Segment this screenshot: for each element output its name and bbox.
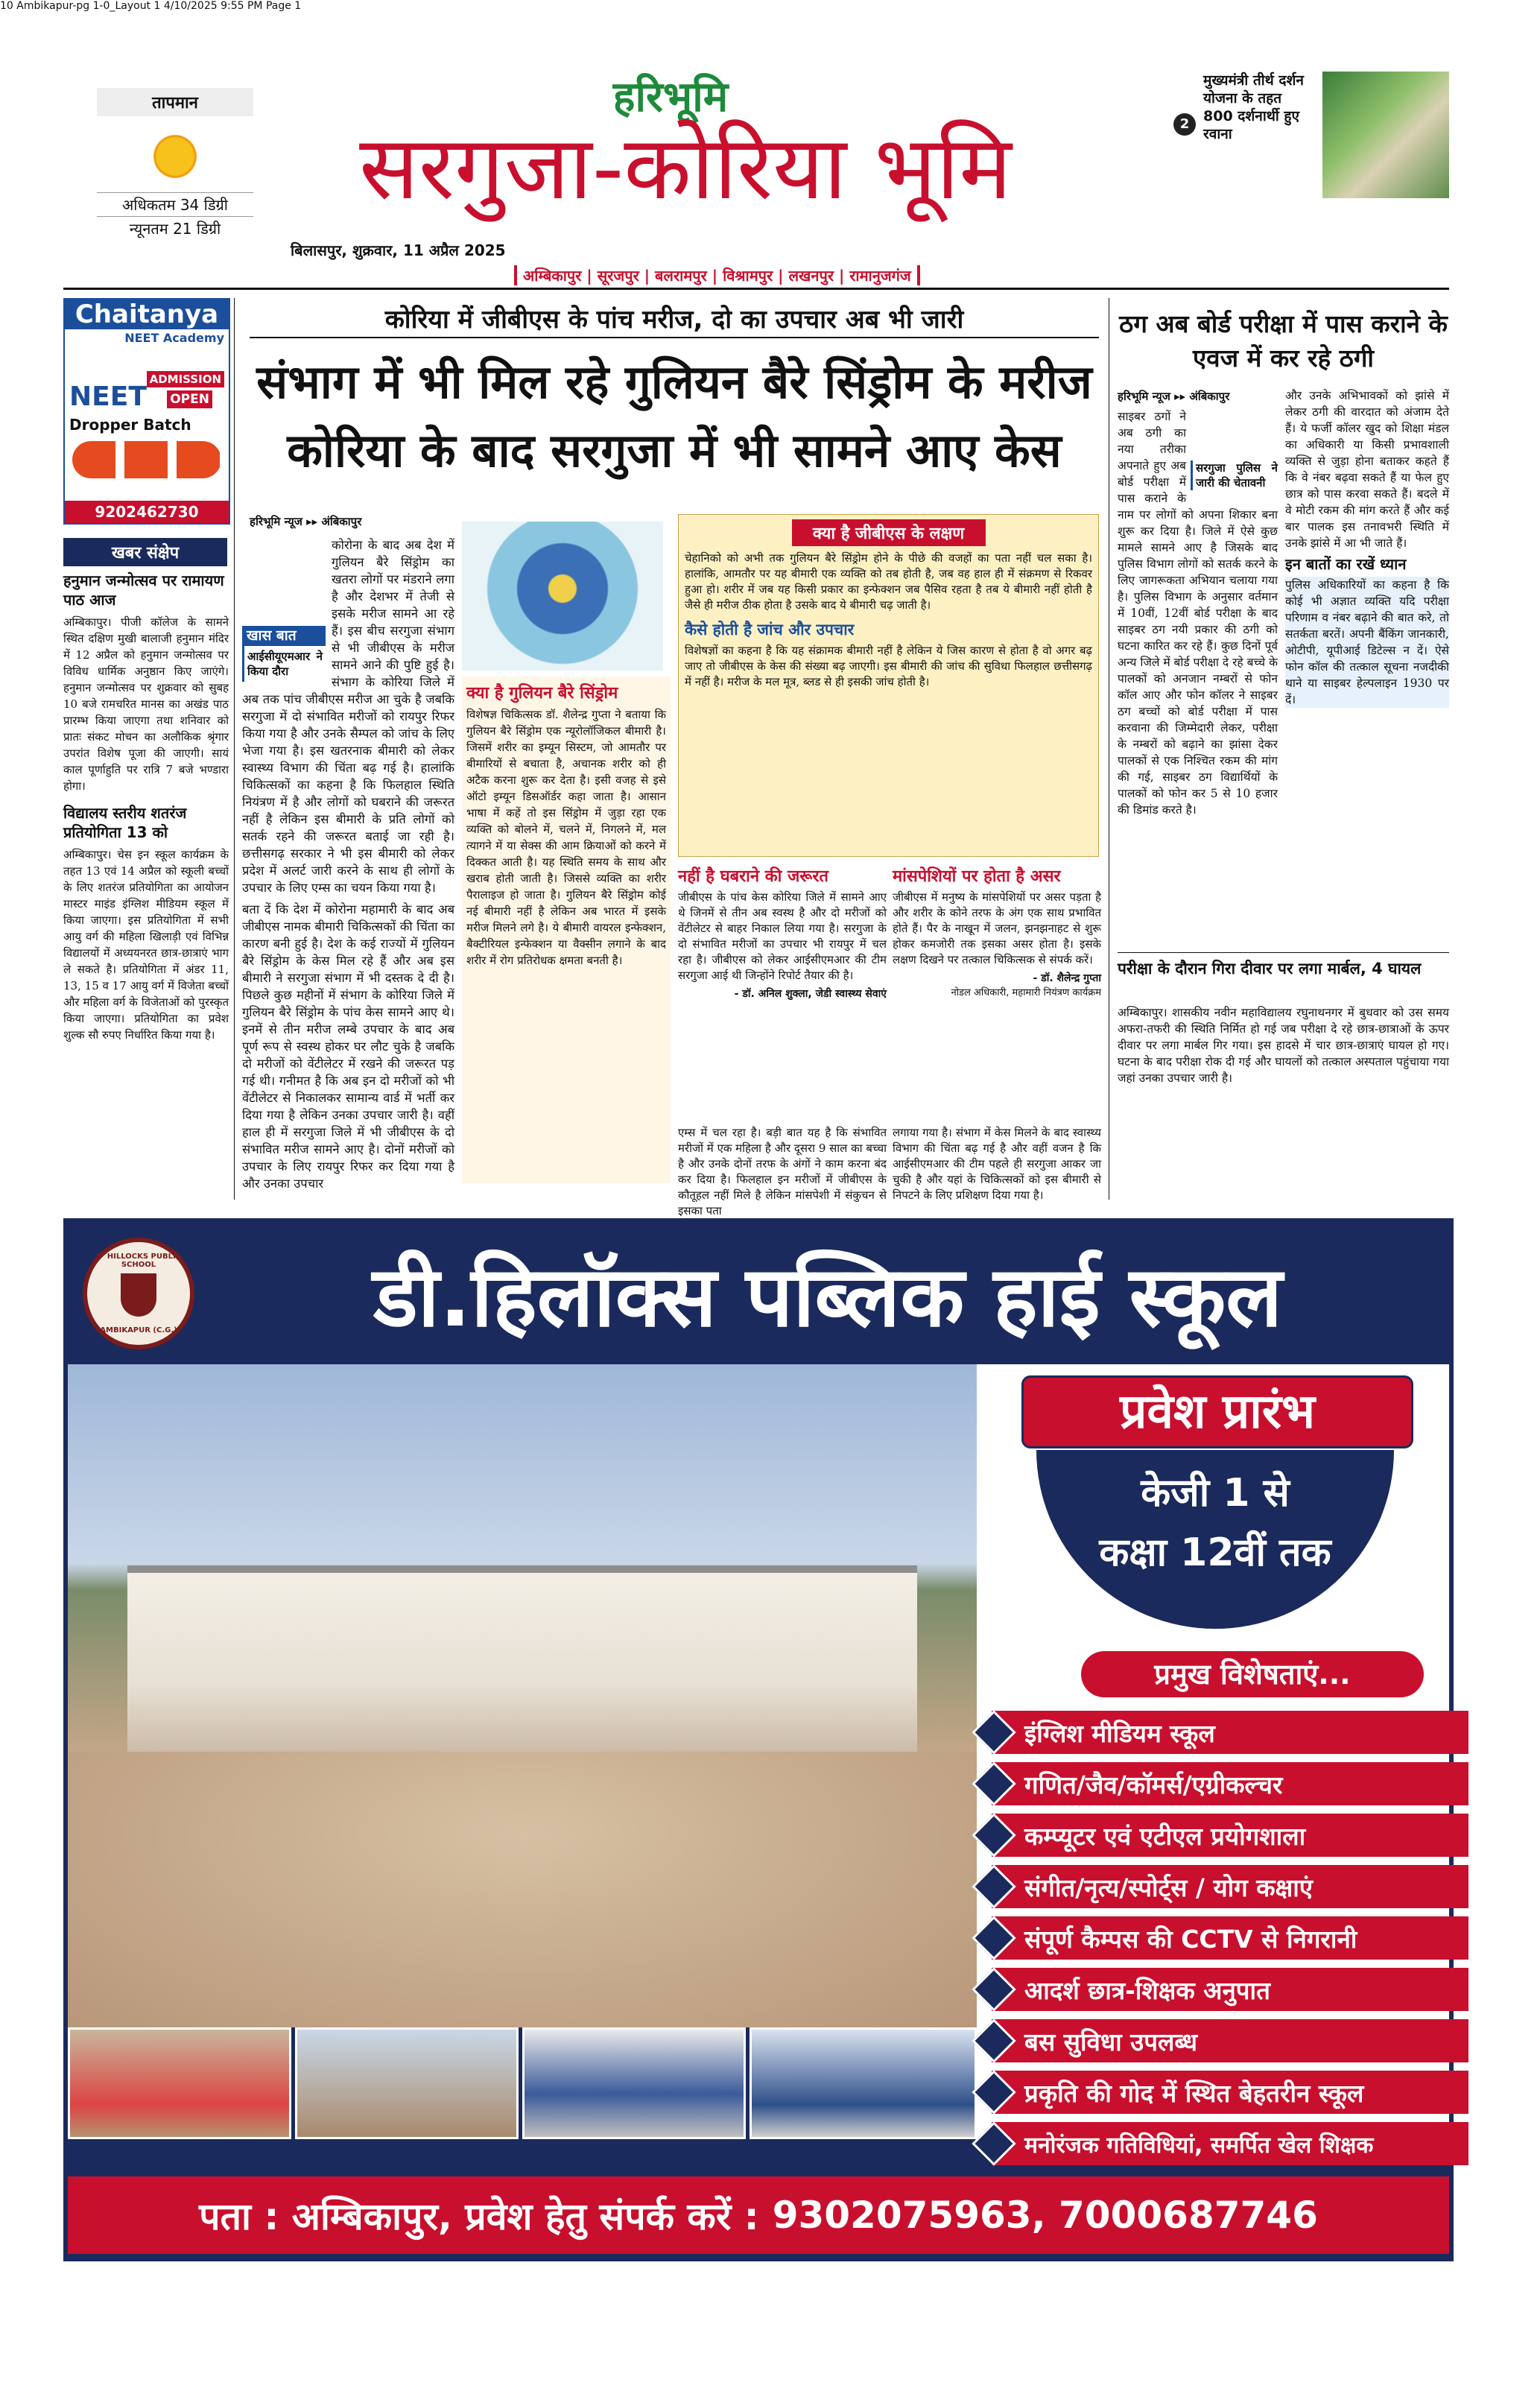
pravesh-banner: प्रवेश प्रारंभ <box>1021 1375 1413 1448</box>
gbs-test-title: कैसे होती है जांच और उपचार <box>685 621 855 639</box>
chaitanya-batch: Dropper Batch <box>69 416 191 434</box>
kicker-rule <box>250 337 1099 338</box>
city-list: अम्बिकापुर | सूरजपुर | बलरामपुर | विश्रामपुर | लखनपुर | रामानुजगंज <box>514 265 920 285</box>
school-name: डी.हिलॉक्स पब्लिक हाई स्कूल <box>373 1249 1283 1346</box>
gbs-sidebar <box>462 677 671 1183</box>
thag-col1-text: साइबर ठगों ने अब ठगी का नया तरीका अपनाते हुए अब बोर्ड परीक्षा में पास कराने के नाम पर लोगों को अपना शिकार बना शुरू कर दिया है। जिले में ऐसे कुछ मामले सामने आए है जिसके बाद पुलिस विभाग लोगों को सतर्क करने के लिए जागरूकता अभियान चलाया गया है। पुलिस विभाग के अनुसार वर्तमान में 10वीं, 12वीं बोर्ड परीक्षा के बाद साइबर ठग नयी प्रकार की ठगी को घटना कारित कर रहे हैं। कुछ दिनों पूर्व अन्य जिले में बोर्ड परीक्षा दे रहे बच्चे के पालकों को अनजान नम्बरों से फोन कॉल आए और फोन कॉलर ने साइबर ठग बच्चों को बोर्ड परीक्षा में पास करवाना की जिम्मेदारी लेकर, परीक्षा के नम्बरों को बढ़ाने का झांसा देकर पालकों से एक निश्चित रकम की मांग की गई, साइबर ठग विद्यार्थियों के पालकों को फोन कर 5 से 10 हजार की डिमांड करते है। <box>1118 410 1278 817</box>
lower-col1: एम्स में चल रहा है। बड़ी बात यह है कि संभावित मरीजों में एक महिला है और दूसरा 9 साल का बच्चा है और उनके दोनों तरफ के अंगों ने काम करना बंद कर दिया है। फिलहाल इन मरीजों में जीबीएस के कौतूहल नहीं मिले है लेकिन मांसपेशी में संकुचन से इसका पता <box>678 1126 887 1217</box>
no-panic-sign: - डॉ. अनिल शुक्ला, जेडी स्वास्थ्य सेवाएं <box>734 988 887 1000</box>
neuron-illustration <box>462 522 663 671</box>
lead-col1 <box>242 536 454 1192</box>
lead-byline: हरिभूमि न्यूज ▸▸ अंबिकापुर <box>250 515 362 528</box>
brief-headline-1: हनुमान जन्मोत्सव पर रामायण पाठ आज <box>63 571 224 609</box>
brief-body-1: अम्बिकापुर। पीजी कॉलेज के सामने स्थित दक्षिण मुखी बालाजी हनुमान मंदिर में 12 अप्रैल को हनुमान जन्मोत्सव पर विविध धार्मिक अनुष्ठान किए जाएंगे। हनुमान जन्मोत्सव पर शुक्रवार को सुबह 10 बजे रामचरित मानस का अखंड पाठ प्रारम्भ किया जाएगा तथा शनिवार को प्रातः संकट मोचन का अलौकिक श्रृंगार उपरांत विशेष पूजा की जाएगी। सायं काल पूर्णाहुति पर रात्रि 7 बजे भण्डारा होगा। <box>63 615 229 793</box>
feature-4-text: संगीत/नृत्य/स्पोर्ट्स / योग कक्षाएं <box>1024 1872 1314 1902</box>
khas-baat-label: खास बात <box>242 626 326 646</box>
crest-icon <box>121 1273 156 1317</box>
weather-label: तापमान <box>97 88 253 116</box>
thag-col2 <box>1285 387 1449 946</box>
muscle-box <box>893 864 1101 1118</box>
feature-6 <box>992 1968 1468 2011</box>
campus-building <box>127 1565 917 1759</box>
sun-icon <box>145 127 205 186</box>
thumb-photo-2 <box>295 2027 519 2139</box>
muscle-sign2: नोडल अधिकारी, महामारी नियंत्रण कार्यक्रम <box>951 987 1101 998</box>
contact-phones[interactable]: 9302075963, 7000687746 <box>772 2194 1318 2237</box>
masthead-rule <box>63 288 1449 290</box>
brief-headline-2: विद्यालय स्तरीय शतरंज प्रतियोगिता 13 को <box>63 804 187 841</box>
gbs-sidebar-title: क्या है गुलियन बैरे सिंड्रोम <box>466 684 618 703</box>
gbs-symptoms-box <box>678 514 1099 857</box>
class-line-1: केजी 1 से <box>1141 1471 1290 1516</box>
thag-tag <box>1191 460 1278 490</box>
masthead-title: सरगुजा-कोरिया भूमि <box>359 116 1012 219</box>
muscle-title: मांसपेशियों पर होता है असर <box>893 867 1061 886</box>
brand-name: हरिभूमि <box>612 73 729 121</box>
features-title: प्रमुख विशेषताएं... <box>1081 1651 1424 1697</box>
feature-8-text: प्रकृति की गोद में स्थित बेहतरीन स्कूल <box>1024 2078 1364 2108</box>
feature-7-text: बस सुविधा उपलब्ध <box>1024 2027 1198 2056</box>
weather-max: अधिकतम 34 डिग्री <box>97 192 253 216</box>
chaitanya-sub: NEET Academy <box>124 331 224 345</box>
no-panic-text: जीबीएस के पांच केस कोरिया जिले में सामने आए थे जिनमें से तीन अब स्वस्थ है और दो मरीजों को वेंटीलेटर से बाहर निकाल लिया गया है। सरगुजा के दो संभावित मरीजों का उपचार भी रायपुर में चल रहा है। जीबीएस को लेकर आईसीएमआर की टीम सरगुजा आई थी जिन्होंने रिपोर्ट तैयार की है। <box>678 890 887 982</box>
emblem-bottom-text: AMBIKAPUR (C.G.) <box>100 1326 177 1334</box>
school-emblem <box>83 1238 194 1349</box>
accident-rule <box>1118 952 1449 953</box>
gbs-test-text: विशेषज्ञों का कहना है कि यह संक्रामक बीमारी नहीं है लेकिन ये जिस कारण से होता है वो अगर बढ़ जाए तो जीबीएस के केस की संख्या बढ़ जाएगी। इस बीमारी की जांच की सुविधा फिलहाल छत्तीसगढ़ में नहीं है। मरीज के मल मूत्र, ब्लड से ही इसकी जांच होती है। <box>685 644 1092 688</box>
school-ad[interactable] <box>63 1218 1454 2261</box>
address-line: पता : अम्बिकापुर, प्रवेश हेतु संपर्क करें : <box>199 2195 759 2238</box>
khabar-sankshep <box>63 571 229 1043</box>
chaitanya-brand: Chaitanya <box>65 300 229 329</box>
feature-5 <box>992 1916 1468 1960</box>
accident-text: अम्बिकापुर। शासकीय नवीन महाविद्यालय रघुनाथनगर में बुधवार को उस समय अफरा-तफरी की स्थिति निर्मित हो गई जब परीक्षा दे रहे छात्र-छात्राओं के ऊपर दीवार पर लगा मार्बल गिर गया। इस हादसे में चार छात्र-छात्राएं घायल हो गए। घटना के बाद परीक्षा रोक दी गई और घायलों को तत्काल अस्पताल पहुंचाया गया जहां उनका उपचार जारी है। <box>1118 1006 1449 1085</box>
thumb-photo-4 <box>750 2027 977 2139</box>
lead-headline-2: कोरिया के बाद सरगुजा में भी सामने आए केस <box>287 423 1062 478</box>
lead-headline-1: संभाग में भी मिल रहे गुलियन बैरे सिंड्रोम के मरीज <box>256 355 1092 409</box>
lead-col1b-text: बता दें कि देश में कोरोना महामारी के बाद अब जीबीएस नामक बीमारी चिकित्सकों की चिंता का कारण बनी हुई है। देश के कई राज्यों में गुलियन बैरे सिंड्रोम के केस मिल रहे हैं और अब इस बीमारी ने सरगुजा संभाग में भी दस्तक दे दी है। पिछले कुछ महीनों में संभाग के कोरिया जिले में गुलियन बैरे सिंड्रोम के पांच केस सामने आए थे। इनमें से तीन मरीज लम्बे उपचार के बाद अब पूर्ण रूप से स्वस्थ होकर घर लौट चुके है जबकि दो मरीजों को वेंटीलेटर में रखने की जरूरत पड़ गई थी। गनीमत है कि अब इन दो मरीजों को भी वेंटीलेटर से निकालकर सामान्य वार्ड में भर्ती कर दिया गया है लेकिन उनका उपचार जारी है। वहीं हाल ही में सरगुजा जिले में भी जीबीएस के दो संभावित मरीज सामने आए है। दोनों मरीजों को उपचार के लिए रायपुर रिफर कर दिया गया है और उनका उपचार <box>242 902 454 1191</box>
thag-sub: इन बातों का रखें ध्यान <box>1285 555 1407 573</box>
lead-col1-text: कोरोना के बाद अब देश में गुलियन बैरे सिंड्रोम का खतरा लोगों पर मंडराने लगा है और देशभर में तेजी से इसके मरीज सामने आ रहे हैं। इस बीच सरगुजा संभाग से भी जीबीएस के मरीज सामने आने की पुष्टि हुई है। संभाग के कोरिया जिले में अब तक पांच जीबीएस मरीज आ चुके है जबकि सरगुजा में दो संभावित मरीजों को रायपुर रिफर किया गया है और उनके सैम्पल को जांच के लिए भेजा गया है। इस खतरनाक बीमारी को लेकर स्वास्थ्य विभाग की चिंता बढ़ गई है। हालांकि चिकित्सकों का कहना है कि फिलहाल स्थिति नियंत्रण में है और लोगों को घबराने की जरूरत नहीं है लेकिन इस बीमारी के प्रति लोगों को सतर्क रहने की जरूरत बताई जा रही है। छत्तीसगढ़ सरकार ने भी इस बीमारी को लेकर प्रदेश में अलर्ट जारी करने के साथ ही लोगों के उपचार के लिए एम्स का चयन किया गया है। <box>242 538 454 895</box>
no-panic-box <box>678 864 887 1118</box>
dateline: बिलासपुर, शुक्रवार, 11 अप्रैल 2025 <box>291 241 506 259</box>
feature-9 <box>992 2122 1468 2165</box>
khas-baat-point: आईसीयूएमआर ने किया दौरा <box>242 646 326 682</box>
chaitanya-admission: ADMISSION <box>147 371 224 387</box>
thag-col1 <box>1118 408 1278 945</box>
gbs-symptoms-title: क्या है जीबीएस के लक्षण <box>792 519 986 546</box>
feature-8 <box>992 2071 1468 2114</box>
teaser-photo <box>1322 72 1449 198</box>
chaitanya-phone[interactable]: 9202462730 <box>65 501 229 523</box>
class-line-2: कक्षा 12वीं तक <box>1099 1530 1331 1575</box>
teaser-number: 2 <box>1173 113 1196 136</box>
feature-3-text: कम्प्यूटर एवं एटीएल प्रयोगशाला <box>1024 1821 1306 1851</box>
contact-bar <box>68 2176 1449 2254</box>
teaser-box <box>1151 72 1449 206</box>
print-slug: 10 Ambikapur-pg 1-0_Layout 1 4/10/2025 9:55 PM Page 1 <box>0 0 302 12</box>
campus-ground <box>68 1752 977 2027</box>
thag-col2-text: और उनके अभिभावकों को झांसे में लेकर ठगी की वारदात को अंजाम देते हैं। ये फर्जी कॉलर खुद को शिक्षा मंडल का अधिकारी या किसी प्रभावशाली व्यक्ति से जुड़ा होना बताकर कहते हैं कि वे नंबर बढ़वा सकते हैं या फेल हुए छात्र को पास करवा सकते हैं। बदले में वे मोटी रकम की मांग करते हैं और कई बार पालक इस तनावभरी स्थिति में उनके झांसे में आ भी जाते हैं। <box>1285 389 1449 550</box>
feature-7 <box>992 2019 1468 2062</box>
no-panic-title: नहीं है घबराने की जरूरत <box>678 867 828 886</box>
feature-5-text: संपूर्ण कैम्पस की CCTV से निगरानी <box>1024 1924 1357 1954</box>
muscle-text: जीबीएस में मनुष्य के मांसपेशियों पर असर पड़ता है और शरीर के कोने तरफ के अंग एक साथ प्रभावित होते हैं। पैर के नाखून में जलन, झनझनाहट से शुरू होकर कमजोरी तक इसका असर होता है। इसके लक्षण दिखने पर तत्काल चिकित्सक से संपर्क करें। <box>893 890 1101 966</box>
feature-4 <box>992 1865 1468 1908</box>
muscle-sign: - डॉ. शैलेन्द्र गुप्ता <box>1033 972 1101 984</box>
weather-min: न्यूनतम 21 डिग्री <box>97 216 253 240</box>
accident-headline: परीक्षा के दौरान गिरा दीवार पर लगा मार्बल, 4 घायल <box>1118 960 1422 978</box>
left-column-divider <box>234 298 235 1200</box>
brief-body-2: अम्बिकापुर। चेस इन स्कूल कार्यक्रम के तहत 13 एवं 14 अप्रैल को स्कूली बच्चों के लिए शतरंज प्रतियोगिता का आयोजन मास्टर माइंड इंग्लिश मीडियम स्कूल में किया जाएगा। इस प्रतियोगिता में सभी आयु वर्ग की महिला खिलाड़ी एवं विभिन्न विद्यालयों में अध्ययनरत छात्र-छात्राएं भाग ले सकते है। प्रतियोगिता में अंडर 11, 13, 15 व 17 आयु वर्ग में विजेता बच्चों और महिला वर्ग के विजेताओं को पुरस्कृत किया जाएगा। प्रतियोगिता का प्रवेश शुल्क सौ रुपए निर्धारित किया गया है। <box>63 848 229 1042</box>
feature-1-text: इंग्लिश मीडियम स्कूल <box>1024 1718 1215 1748</box>
gbs-symptoms-text: चेहानिको को अभी तक गुलियन बैरे सिंड्रोम होने के पीछे की वजहों का पता नहीं चल सका है। हालांकि, आमतौर पर यह बीमारी एक व्यक्ति को तब होती है, जब वह हाल ही में संक्रमण से रिकवर हुआ हो। शरीर में जब यह किसी प्रकार का इन्फेक्शन जब पैसिव रहता है तब ये बीमारी नहीं होती है जैसे ही मरीज ठीक होता है उसके बाद ये बीमारी चढ़ जाती है। <box>685 551 1092 612</box>
chaitanya-badges <box>72 441 221 478</box>
thag-tag-text: सरगुजा पुलिस ने जारी की चेतावनी <box>1196 461 1278 490</box>
feature-9-text: मनोरंजक गतिविधियां, समर्पित खेल शिक्षक <box>1024 2132 1374 2159</box>
chaitanya-ad[interactable] <box>63 298 230 525</box>
gbs-sidebar-text: विशेषज्ञ चिकित्सक डॉ. शैलेन्द्र गुप्ता ने बताया कि गुलियन बैरे सिंड्रोम एक न्यूरोलॉजिकल बीमारी है। जिसमें शरीर का इम्यून सिस्टम, जो आमतौर पर बीमारियों से बचाता है, अचानक शरीर को ही अटैक करना शुरू कर देता है। इसी वजह से इसे ऑटो इम्यून डिसऑर्डर कहा जाता है। आसान भाषा में कहें तो इस सिंड्रोम में जुड़ा रहा एक व्यक्ति को बोलने में, चलने में, निगलने में, मल त्यागने में या सेक्स की आम क्रियाओं को करने में दिक्कत आती है। यह स्थिति समय के साथ और खराब होती जाती है। जिससे व्यक्ति का शरीर पैरालाइज हो जाता है। गुलियन बैरे सिंड्रोम कोई नई बीमारी नहीं है लेकिन अब भारत में इसके मरीज मिलने लगे है। ये बीमारी वायरल इन्फेक्शन, बैक्टीरियल इन्फेक्शन या वैक्सीन लगाने के बाद शरीर में रोग प्रतिरोधक क्षमता बनती है। <box>466 708 666 967</box>
weather-box <box>97 88 253 250</box>
lower-col2: लगाया गया है। संभाग में केस मिलने के बाद स्वास्थ्य विभाग की चिंता बढ़ गई है और वहीं वजन है कि आईसीएमआर की टीम पहले ही सरगुजा आकर जा चुकी है और यहां के चिकित्सकों को इस बीमारी से निपटने के लिए प्रशिक्षण दिया गया है। <box>893 1126 1101 1202</box>
thag-headline: ठग अब बोर्ड परीक्षा में पास कराने के एवज में कर रहे ठगी <box>1119 309 1448 373</box>
feature-2-text: गणित/जैव/कॉमर्स/एग्रीकल्चर <box>1024 1770 1283 1799</box>
teaser-text: मुख्यमंत्री तीर्थ दर्शन योजना के तहत 800 दर्शनार्थी हुए रवाना <box>1203 72 1304 142</box>
lead-kicker: कोरिया में जीबीएस के पांच मरीज, दो का उपचार अब भी जारी <box>384 305 964 335</box>
thumb-photo-1 <box>68 2027 291 2139</box>
feature-3 <box>992 1814 1468 1857</box>
feature-1 <box>992 1711 1468 1754</box>
thumb-photo-3 <box>522 2027 746 2139</box>
thag-sub-text: पुलिस अधिकारियों का कहना है कि कोई भी अज्ञात व्यक्ति यदि परीक्षा परिणाम व नंबर बढ़ाने की बात करे, तो सतर्कता बरतें। अपनी बैंकिंग जानकारी, ओटीपी, यूपीआई डिटेल्स न दें। ऐसे फोन कॉल की तत्काल सूचना नजदीकी थाने या साइबर हेल्पलाइन 1930 पर दें। <box>1285 578 1449 706</box>
thag-byline: हरिभूमि न्यूज ▸▸ अंबिकापुर <box>1118 390 1230 403</box>
emblem-top-text: D' HILLOCKS PUBLIC SCHOOL <box>95 1253 182 1269</box>
chaitanya-neet: NEET <box>69 381 147 412</box>
school-campus-photo <box>68 1364 977 2027</box>
chaitanya-open: OPEN <box>167 390 212 408</box>
khas-baat-box <box>242 626 326 682</box>
khabar-sankshep-label: खबर संक्षेप <box>63 538 227 566</box>
feature-6-text: आदर्श छात्र-शिक्षक अनुपात <box>1024 1975 1270 2005</box>
feature-2 <box>992 1762 1468 1805</box>
